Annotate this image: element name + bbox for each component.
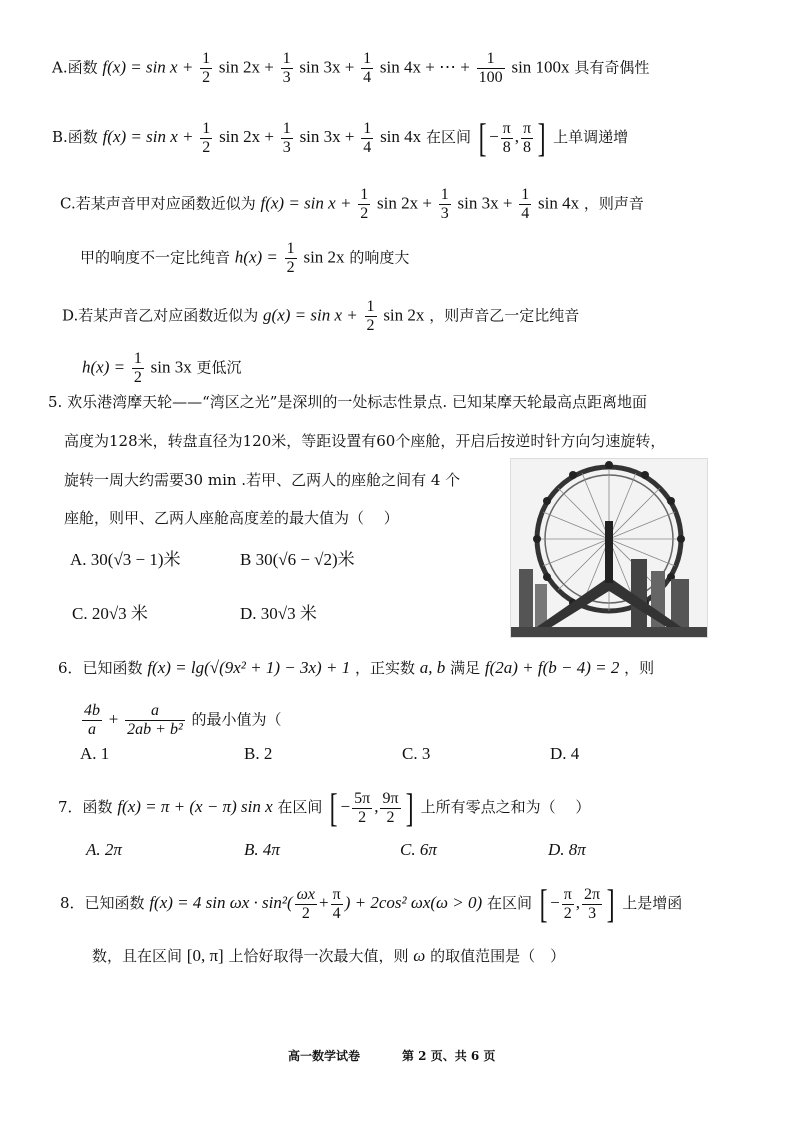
q5-option-b: B 30(√6 − √2)米 — [240, 550, 355, 569]
footer-page-number: 第 2 页、共 6 页 — [402, 1049, 496, 1063]
q7-option-d: D. 8π — [548, 840, 586, 859]
fraction: $\frac{1}{3}$ — [440, 186, 449, 222]
footer-subject: 高一数学试卷 — [288, 1049, 361, 1063]
q7-option-b: B. 4π — [244, 840, 280, 859]
option-b: B.函数 f(x) = sin x + $\frac{1}{2}$ sin 2x + $\frac{1}{3}$ sin 3x + $\frac{1}{4}$ sin 4x 在区间 [ − $\frac{\pi}{8}$ , $\frac{\pi}{8}$ ] 上单调递增 — [52, 115, 629, 160]
fraction: $\frac{\pi}{2}$ — [563, 885, 572, 922]
fraction: $\frac{2\pi}{3}$ — [584, 885, 601, 922]
fraction: $\frac{1}{4}$ — [363, 50, 372, 86]
q6-line1: 6．已知函数 f(x) = lg(√(9x² + 1) − 3x) + 1 ，正实数 a, b 满足 f(2a) + f(b − 4) = 2 ，则 — [58, 658, 655, 677]
fraction: $\frac{1}{2}$ — [202, 119, 211, 156]
option-d-line2: h(x) = $\frac{1}{2}$ sin 3x 更低沉 — [82, 350, 242, 386]
q8-line2: 数，且在区间 [0, π] 上恰好取得一次最大值，则 ω 的取值范围是（ ） — [92, 946, 566, 965]
q6-option-d: D. 4 — [550, 744, 580, 763]
fraction: $\frac{\omega x}{2}$ — [296, 885, 316, 922]
q5-option-d: D. 30√3 米 — [240, 604, 317, 623]
q5-line2: 高度为128米，转盘直径为120米，等距设置有60个座舱，开启后按逆时针方向匀速旋转， — [64, 432, 666, 450]
fraction: $\frac{1}{2}$ — [202, 50, 211, 86]
fraction: $\frac{\pi}{8}$ — [502, 119, 511, 156]
ferris-wheel-photo — [510, 458, 708, 638]
fraction: $\frac{\pi}{8}$ — [522, 119, 532, 156]
fraction: $\frac{4b}{a}$ — [84, 702, 100, 738]
option-c: C.若某声音甲对应函数近似为 f(x) = sin x + $\frac{1}{2}$ sin 2x + $\frac{1}{3}$ sin 3x + $\frac{1}{4}$ sin 4x ，则声音 — [60, 186, 644, 222]
q6-option-b: B. 2 — [244, 744, 273, 763]
option-c-line2: 甲的响度不一定比纯音 h(x) = $\frac{1}{2}$ sin 2x 的响度大 — [80, 240, 410, 276]
q7-option-a: A. 2π — [86, 840, 122, 859]
q5-line3: 旋转一周大约需要30 min .若甲、乙两人的座舱之间有 4 个 — [64, 471, 461, 489]
fraction: $\frac{\pi}{4}$ — [332, 885, 341, 922]
fraction: $\frac{1}{4}$ — [521, 186, 530, 222]
q6-option-c: C. 3 — [402, 744, 431, 763]
fraction: $\frac{1}{2}$ — [366, 298, 375, 334]
fraction: $\frac{1}{4}$ — [363, 119, 372, 156]
fraction: $\frac{a}{\text{2ab + b²}}$ — [127, 702, 183, 738]
option-d: D.若某声音乙对应函数近似为 g(x) = sin x + $\frac{1}{2}$ sin 2x ，则声音乙一定比纯音 — [62, 298, 580, 334]
q8-line1: 8．已知函数 f(x) = 4 sin ωx · sin²( $\frac{\omega x}{2}$ + $\frac{\pi}{4}$ ) + 2cos² ωx(ω > 0) 在区间 [ − $\frac{\pi}{2}$ , $\frac{2\pi}{3}$ ] 上是增函 — [60, 881, 683, 926]
option-a: A.函数 f(x) = sin x + $\frac{1}{2}$ sin 2x + $\frac{1}{3}$ sin 3x + $\frac{1}{4}$ sin 4x + ⋯ + $\frac{1}{100}$ sin 100x 具有奇偶性 — [52, 50, 650, 86]
fraction: $\frac{1}{100}$ — [478, 50, 503, 86]
fraction: $\frac{1}{2}$ — [133, 350, 142, 386]
fraction: $\frac{5\pi}{2}$ — [354, 789, 371, 826]
q5-option-a: A. 30(√3 − 1)米 — [70, 550, 181, 569]
q7-option-c: C. 6π — [400, 840, 437, 859]
q5-line4: 座舱，则甲、乙两人座舱高度差的最大值为（ ） — [64, 509, 399, 527]
fraction: $\frac{1}{3}$ — [282, 119, 291, 156]
fraction: $\frac{1}{3}$ — [282, 50, 291, 86]
q5-option-c: C. 20√3 米 — [72, 604, 148, 623]
q5-line1: 5. 欢乐港湾摩天轮——“湾区之光”是深圳的一处标志性景点. 已知某摩天轮最高点距离地面 — [48, 393, 647, 411]
fraction: $\frac{9\pi}{2}$ — [382, 789, 399, 826]
fraction: $\frac{1}{2}$ — [286, 240, 295, 276]
q6-option-a: A. 1 — [80, 744, 110, 763]
q6-line2: $\frac{4b}{a}$ + $\frac{a}{\text{2ab + b²}}$ 的最小值为（ — [84, 702, 282, 738]
q7-line1: 7．函数 f(x) = π + (x − π) sin x 在区间 [ − $\frac{5\pi}{2}$ , $\frac{9\pi}{2}$ ] 上所有零点之和为（ ） — [58, 785, 591, 830]
fraction: $\frac{1}{2}$ — [360, 186, 369, 222]
